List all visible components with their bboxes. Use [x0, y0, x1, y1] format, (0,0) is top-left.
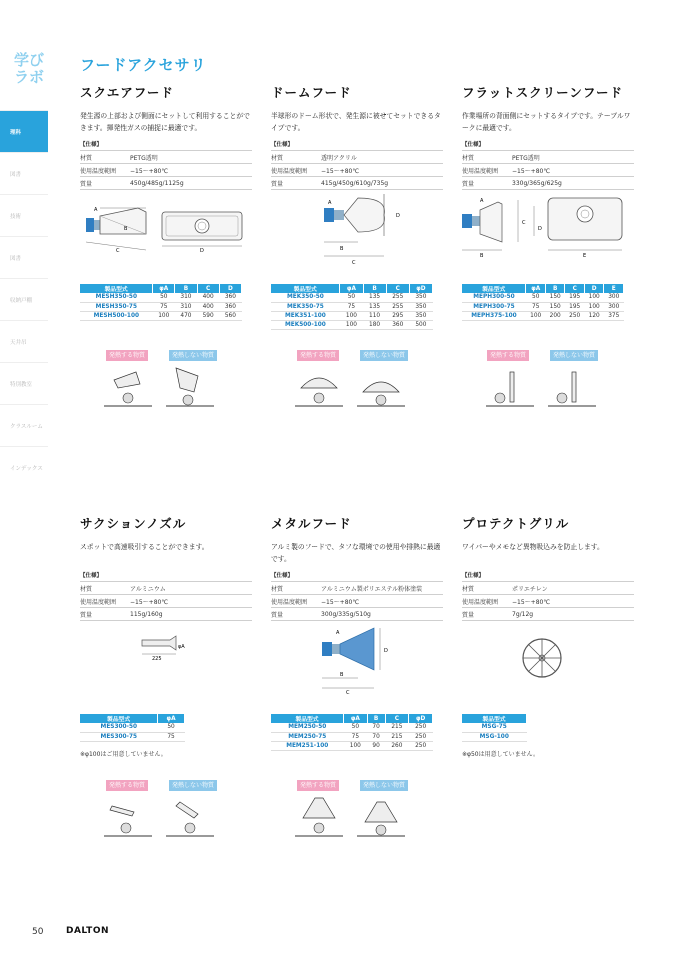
section-square-hood [80, 83, 252, 190]
section-dome-hood [271, 83, 443, 190]
spec-table: 材質 アルミニウム 使用温度範囲 −15〜+80℃ 質量 115g/160g [80, 581, 252, 621]
svg-text:C: C [352, 260, 356, 266]
sidebar-item-8[interactable]: クラスルーム [0, 404, 48, 446]
brand-logo: DALTON [66, 926, 110, 936]
sidebar-item-7[interactable]: 特別教室 [0, 362, 48, 404]
table-row: MES300-75 75 [80, 732, 185, 741]
svg-text:A: A [328, 200, 332, 206]
spec-table: 材質 アルミニウム製ポリエステル粉体塗装 使用温度範囲 −15〜+80℃ 質量 300g/335g/510g [271, 581, 443, 621]
flat-screen-hood-diagram [458, 194, 630, 264]
spec-heading: 【仕様】 [462, 142, 485, 148]
usage-illustration [291, 792, 411, 840]
section-suction-nozzle [80, 514, 252, 621]
section-desc: ワイパーやメモなど異物吸込みを防止します。 [462, 543, 604, 551]
section-desc: スポットで高速吸引することができます。 [80, 543, 209, 551]
section-desc: 半球形のドーム形状で、発生源に被せてセットできるタイプです。 [271, 112, 441, 132]
page-title: フードアクセサリ [80, 56, 207, 74]
table-row: MESH350-75 75 310 400 360 [80, 302, 242, 311]
svg-text:D: D [396, 213, 400, 219]
spec-table: 材質 透明アクリル 使用温度範囲 −15〜+80℃ 質量 415g/450g/610g/735g [271, 150, 443, 190]
model-table-dome: 製品型式 φA B C φD MEK350-50 50 135 255 350 MEK350-75 75 135 255 350 MEK351-100 100 110 295 350 MEK500-100 100 180 360 500 [271, 284, 433, 330]
badge-hot: 発熱する物質 [297, 350, 339, 361]
model-table-flat: 製品型式 φA B C D E MEPH300-50 50 150 195 100 300 MEPH300-75 75 150 195 100 300 MEPH375-100 100 200 250 120 375 [462, 284, 624, 321]
svg-text:A: A [94, 207, 98, 213]
badge-hot: 発熱する物質 [297, 780, 339, 791]
protect-grill-diagram [520, 636, 564, 680]
section-title: フラットスクリーンフード [462, 85, 624, 100]
sidebar-item-6[interactable]: 天井吊 [0, 320, 48, 362]
svg-text:D: D [538, 226, 542, 232]
metal-hood-diagram [318, 624, 398, 696]
usage-illustration [100, 362, 220, 410]
table-row: MEK350-50 50 135 255 350 [271, 293, 433, 302]
svg-text:B: B [124, 226, 128, 232]
table-row: MEK351-100 100 110 295 350 [271, 311, 433, 320]
svg-text:B: B [480, 253, 484, 259]
svg-text:D: D [200, 248, 204, 254]
svg-text:A: A [480, 198, 484, 204]
usage-illustration [100, 792, 220, 840]
dome-hood-diagram [318, 188, 408, 270]
svg-text:D: D [384, 648, 388, 654]
table-row: MEK350-75 75 135 255 350 [271, 302, 433, 311]
table-row: MEM250-50 50 70 215 250 [271, 723, 433, 732]
section-desc: アルミ製のフードで、タフな環境での使用や排熱に最適です。 [271, 543, 441, 563]
spec-table: 材質 ポリエチレン 使用温度範囲 −15〜+80℃ 質量 7g/12g [462, 581, 634, 621]
table-row: MEPH375-100 100 200 250 120 375 [462, 311, 624, 320]
table-row: MEM251-100 100 90 260 250 [271, 741, 433, 750]
model-table-metal: 製品型式 φA B C φD MEM250-50 50 70 215 250 MEM250-75 75 70 215 250 MEM251-100 100 90 260 250 [271, 714, 433, 751]
spec-heading: 【仕様】 [80, 142, 103, 148]
spec-heading: 【仕様】 [462, 573, 485, 579]
badge-hot: 発熱する物質 [487, 350, 529, 361]
section-title: サクションノズル [80, 516, 187, 531]
spec-heading: 【仕様】 [271, 573, 294, 579]
section-metal-hood [271, 514, 443, 621]
note: ※φ100はご用意していません。 [80, 751, 167, 758]
section-flat-screen-hood [462, 83, 634, 190]
spec-table: 材質 PETG透明 使用温度範囲 −15〜+80℃ 質量 450g/485g/1125g [80, 150, 252, 190]
sidebar-item-science[interactable]: 理科 [0, 110, 48, 152]
usage-illustration [291, 362, 411, 410]
table-row: MEPH300-50 50 150 195 100 300 [462, 293, 624, 302]
square-hood-diagram [80, 200, 250, 260]
svg-text:B: B [340, 672, 344, 678]
section-title: ドームフード [271, 85, 352, 100]
badge-hot: 発熱する物質 [106, 780, 148, 791]
section-desc: 発生源の上部および側面にセットして利用することができます。揮発性ガスの捕捉に最適です。 [80, 112, 250, 132]
usage-illustration [482, 362, 602, 410]
table-row: MESH350-50 50 310 400 360 [80, 293, 242, 302]
table-row: MEM250-75 75 70 215 250 [271, 732, 433, 741]
sidebar-logo: 学び ラボ [14, 51, 45, 86]
section-title: メタルフード [271, 516, 352, 531]
badge-cold: 発熱しない物質 [169, 350, 217, 361]
svg-text:C: C [116, 248, 120, 254]
table-row: MSG-100 [462, 732, 527, 741]
badge-cold: 発熱しない物質 [360, 350, 408, 361]
section-desc: 作業場所の背面側にセットするタイプです。テーブルワークに最適です。 [462, 112, 631, 132]
svg-text:225: 225 [152, 656, 162, 662]
badge-cold: 発熱しない物質 [169, 780, 217, 791]
page-number: 50 [32, 927, 44, 937]
spec-heading: 【仕様】 [271, 142, 294, 148]
sidebar-item-index[interactable]: インデックス [0, 446, 48, 488]
section-protect-grill [462, 514, 634, 621]
section-title: プロテクトグリル [462, 516, 570, 531]
table-row: MES300-50 50 [80, 723, 185, 732]
model-table-suction: 製品型式 φA MES300-50 50 MES300-75 75 [80, 714, 185, 742]
model-table-square: 製品型式 φA B C D MESH350-50 50 310 400 360 MESH350-75 75 310 400 360 MESH500-100 100 470 590 560 [80, 284, 242, 321]
section-title: スクエアフード [80, 85, 174, 100]
badge-cold: 発熱しない物質 [360, 780, 408, 791]
spec-table: 材質 PETG透明 使用温度範囲 −15〜+80℃ 質量 330g/365g/625g [462, 150, 634, 190]
table-row: MEPH300-75 75 150 195 100 300 [462, 302, 624, 311]
suction-nozzle-diagram [140, 630, 190, 666]
spec-heading: 【仕様】 [80, 573, 103, 579]
table-row: MSG-75 [462, 723, 527, 732]
sidebar-item-4[interactable]: 図書 [0, 236, 48, 278]
svg-text:B: B [340, 246, 344, 252]
table-row: MEK500-100 100 180 360 500 [271, 320, 433, 329]
svg-text:C: C [522, 220, 526, 226]
svg-text:φA: φA [178, 644, 185, 650]
svg-text:A: A [336, 630, 340, 636]
badge-hot: 発熱する物質 [106, 350, 148, 361]
table-row: MESH500-100 100 470 590 560 [80, 311, 242, 320]
sidebar-item-3[interactable]: 技術 [0, 194, 48, 236]
svg-text:E: E [583, 253, 587, 259]
svg-text:C: C [346, 690, 350, 696]
model-table-grill: 製品型式 MSG-75 MSG-100 [462, 714, 527, 742]
badge-cold: 発熱しない物質 [550, 350, 598, 361]
sidebar-item-2[interactable]: 図書 [0, 152, 48, 194]
sidebar-item-5[interactable]: 収納戸棚 [0, 278, 48, 320]
note: ※φ50は用意していません。 [462, 751, 539, 758]
